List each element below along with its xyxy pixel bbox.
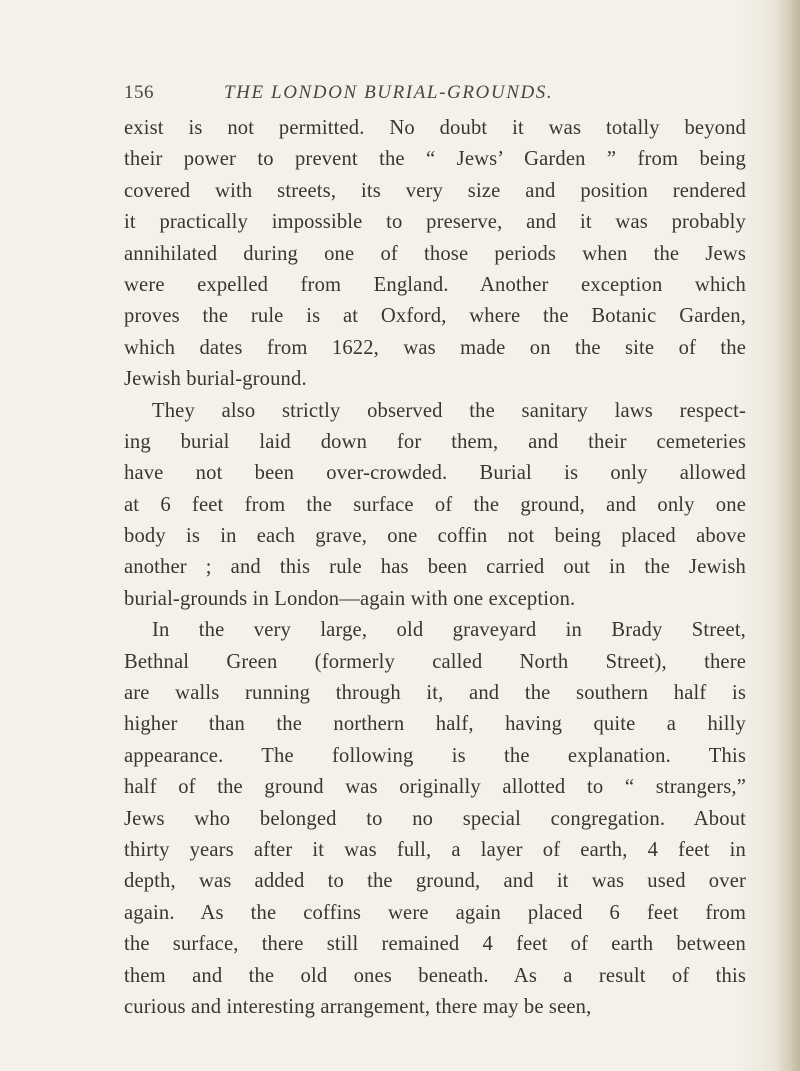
page-edge-shadow <box>774 0 800 1071</box>
page-number: 156 <box>124 82 154 103</box>
text-line: are walls running through it, and the southern half is <box>124 682 746 705</box>
text-line: In the very large, old graveyard in Brady Street, <box>152 619 746 642</box>
text-line: They also strictly observed the sanitary laws respect- <box>152 399 746 422</box>
body-text <box>124 113 746 1023</box>
text-line: Jews who belonged to no special congregation. About <box>124 807 746 830</box>
text-line: burial-grounds in London—again with one exception. <box>124 587 576 610</box>
text-line: exist is not permitted. No doubt it was totally beyond <box>124 117 746 139</box>
text-line: at 6 feet from the surface of the ground, and only one <box>124 493 746 516</box>
text-line: appearance. The following is the explanation. This <box>124 744 746 767</box>
text-line: thirty years after it was full, a layer of earth, 4 feet in <box>124 838 746 861</box>
text-line: Bethnal Green (formerly called North Street), there <box>124 650 746 673</box>
text-line: them and the old ones beneath. As a result of this <box>124 964 746 987</box>
text-line: covered with streets, its very size and position rendered <box>124 179 746 202</box>
text-line: have not been over-crowded. Burial is only allowed <box>124 462 746 485</box>
text-line: again. As the coffins were again placed 6 feet from <box>124 901 746 924</box>
text-line: the surface, there still remained 4 feet of earth between <box>124 933 746 956</box>
text-line: their power to prevent the “ Jews’ Garden ” from being <box>124 148 746 171</box>
page-header <box>124 82 744 106</box>
text-line: half of the ground was originally allotted to “ strangers,” <box>124 776 746 799</box>
text-line: annihilated during one of those periods when the Jews <box>124 242 746 265</box>
text-line: another ; and this rule has been carried out in the Jewish <box>124 556 746 579</box>
text-line: depth, was added to the ground, and it was used over <box>124 870 746 893</box>
text-line: which dates from 1622, was made on the site of the <box>124 336 746 359</box>
text-line: proves the rule is at Oxford, where the Botanic Garden, <box>124 305 746 328</box>
text-line: curious and interesting arrangement, there may be seen, <box>124 995 592 1018</box>
text-line: higher than the northern half, having quite a hilly <box>124 713 746 736</box>
text-line: Jewish burial-ground. <box>124 368 307 391</box>
text-line: body is in each grave, one coffin not being placed above <box>124 525 746 548</box>
text-line: were expelled from England. Another exception which <box>124 273 746 296</box>
running-head: THE LONDON BURIAL-GROUNDS. <box>224 82 554 103</box>
text-line: ing burial laid down for them, and their cemeteries <box>124 430 746 453</box>
text-line: it practically impossible to preserve, and it was probably <box>124 211 746 234</box>
